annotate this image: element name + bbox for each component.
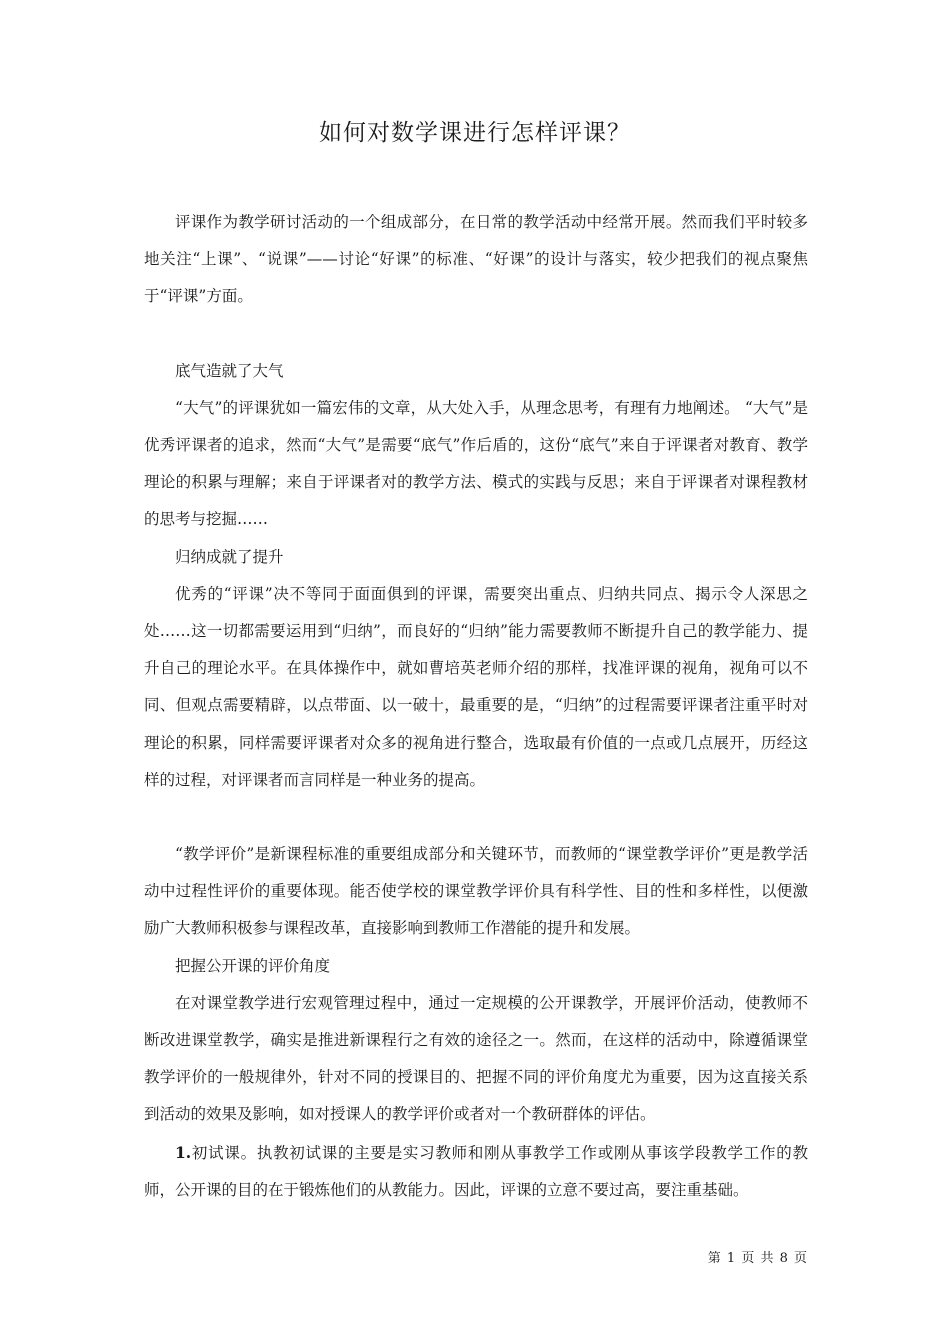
paragraph-open-class: 在对课堂教学进行宏观管理过程中，通过一定规模的公开课教学，开展评价活动，使教师不断改进课堂教学，确实是推进新课程行之有效的途径之一。然而，在这样的活动中，除遵循课堂教学评价的一般规律外，针对不同的授课目的、把握不同的评价角度尤为重要，因为这直接关系到活动的效果及影响，如对授课人的教学评价或者对一个教研群体的评估。: [144, 993, 808, 1124]
section-heading-confidence: 底气造就了大气: [175, 361, 284, 380]
paragraph-induction: 优秀的“评课”决不等同于面面俱到的评课，需要突出重点、归纳共同点、揭示令人深思之处……这一切都需要运用到“归纳”，而良好的“归纳”能力需要教师不断提升自己的教学能力、提升自己的理论水平。在具体操作中，就如曹培英老师介绍的那样，找准评课的视角，视角可以不同、但观点需要精辟，以点带面、以一破十，最重要的是，“归纳”的过程需要评课者注重平时对理论的积累，同样需要评课者对众多的视角进行整合，选取最有价值的一点或几点展开，历经这样的过程，对评课者而言同样是一种业务的提高。: [144, 584, 808, 789]
page-title: 如何对数学课进行怎样评课？: [319, 120, 631, 146]
list-number: 1.: [175, 1142, 192, 1162]
paragraph-trial-class: [144, 1134, 808, 1209]
section-heading-open-class: 把握公开课的评价角度: [175, 956, 331, 975]
paragraph-confidence: “大气”的评课犹如一篇宏伟的文章，从大处入手，从理念思考，有理有力地阐述。 “大气”是优秀评课者的追求，然而“大气”是需要“底气”作后盾的，这份“底气”来自于评课者对教育、教学理论的积累与理解；来自于评课者对的教学方法、模式的实践与反思；来自于评课者对课程教材的思考与挖掘……: [144, 398, 808, 529]
page-number-footer: 第 1 页 共 8 页: [707, 1251, 808, 1266]
document-body: [144, 204, 808, 1209]
paragraph-trial-class-text: 初试课。执教初试课的主要是实习教师和刚从事教学工作或刚从事该学段教学工作的教师，公开课的目的在于锻炼他们的从教能力。因此，评课的立意不要过高，要注重基础。: [144, 1143, 808, 1199]
paragraph-teaching-evaluation: “教学评价”是新课程标准的重要组成部分和关键环节，而教师的“课堂教学评价”更是教学活动中过程性评价的重要体现。能否使学校的课堂教学评价具有科学性、目的性和多样性，以便激励广大教师积极参与课程改革，直接影响到教师工作潜能的提升和发展。: [144, 845, 808, 938]
section-heading-induction: 归纳成就了提升: [175, 547, 284, 566]
paragraph-intro: 评课作为教学研讨活动的一个组成部分，在日常的教学活动中经常开展。然而我们平时较多地关注“上课”、“说课”——讨论“好课”的标准、“好课”的设计与落实，较少把我们的视点聚焦于“评课”方面。: [144, 213, 808, 306]
